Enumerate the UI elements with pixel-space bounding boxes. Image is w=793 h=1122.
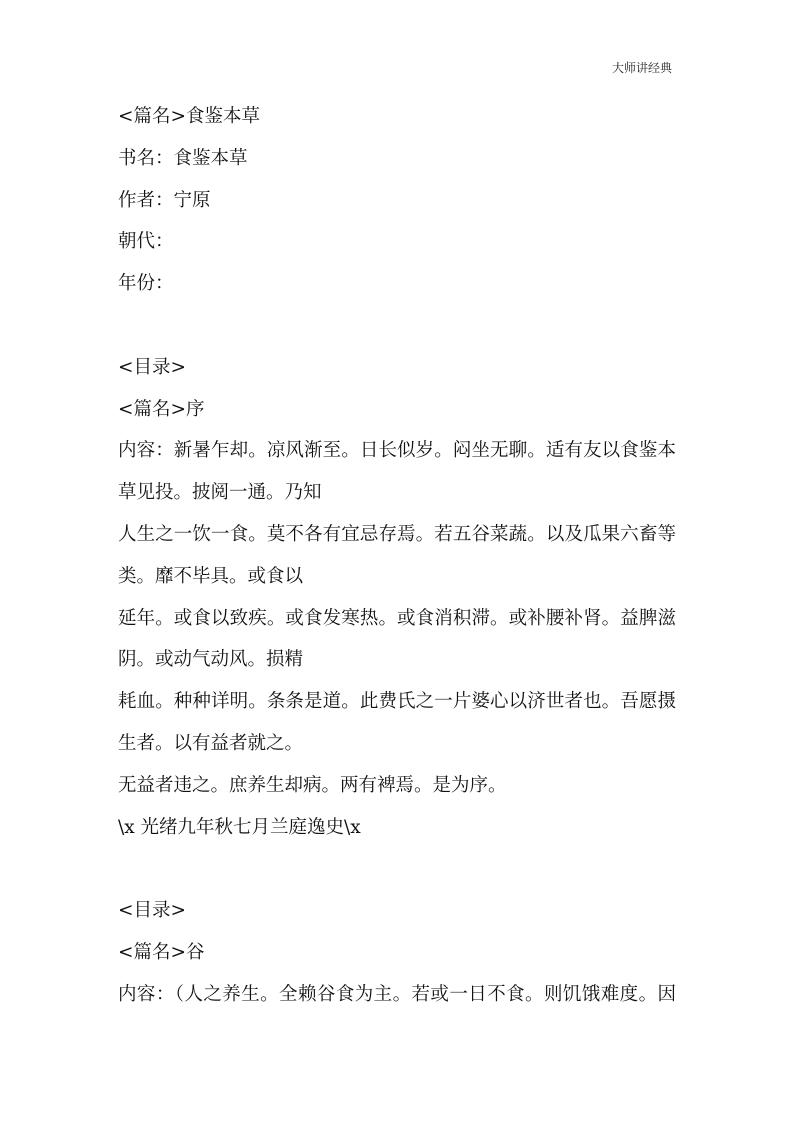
- text-line: 内容：新暑乍却。凉风渐至。日长似岁。闷坐无聊。适有友以食鉴本: [118, 440, 676, 462]
- blank-line: [118, 848, 676, 890]
- page-header: 大师讲经典: [611, 61, 672, 75]
- text-line: 类。靡不毕具。或食以: [118, 565, 304, 587]
- text-line: <目录>: [118, 356, 187, 378]
- text-line: 内容：（人之养生。全赖谷食为主。若或一日不食。则饥饿难度。因: [118, 983, 676, 1005]
- text-line: 阴。或动气动风。损精: [118, 649, 304, 671]
- text-line: <篇名>谷: [118, 942, 205, 963]
- text-line: <目录>: [118, 900, 187, 922]
- text-line: 年份：: [118, 273, 174, 295]
- text-line: \x 光绪九年秋七月兰庭逸史\x: [118, 816, 361, 838]
- text-line: 无益者违之。庶养生却病。两有裨焉。是为序。: [118, 774, 507, 796]
- text-line: 延年。或食以致疾。或食发寒热。或食消积滞。或补腰补肾。益脾滋: [118, 607, 676, 629]
- text-line: 作者：宁原: [118, 189, 211, 211]
- text-line: <篇名>序: [118, 398, 205, 420]
- text-line: 朝代：: [118, 231, 174, 253]
- text-line: 书名：食鉴本草: [118, 147, 248, 169]
- text-line: 耗血。种种详明。条条是道。此费氏之一片婆心以济世者也。吾愿摄: [118, 691, 676, 713]
- text-line: <篇名>食鉴本草: [118, 106, 261, 127]
- blank-line: [118, 305, 676, 347]
- text-line: 草见投。披阅一通。乃知: [118, 482, 322, 504]
- text-line: 人生之一饮一食。莫不各有宜忌存焉。若五谷菜蔬。以及瓜果六畜等: [118, 524, 676, 545]
- text-line: 生者。以有益者就之。: [118, 733, 304, 754]
